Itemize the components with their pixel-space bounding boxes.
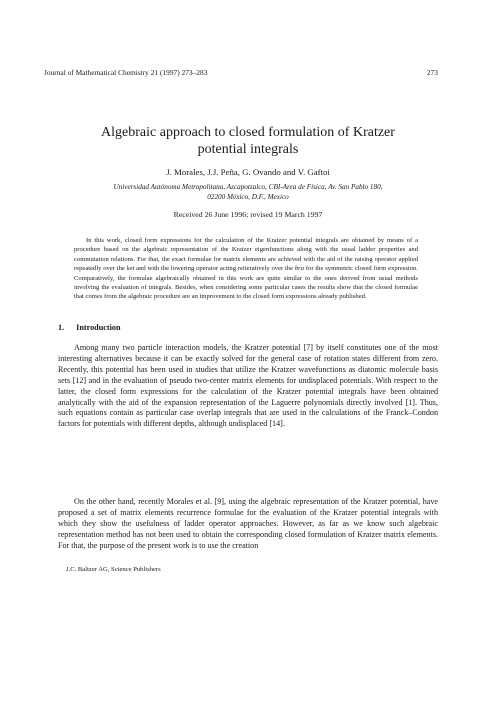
affiliation <box>40 182 456 202</box>
affiliation-line-1: Universidad Autónoma Metropolitana, Azcapotzalco, CBI-Area de Física, Av. San Pablo 180, <box>113 183 383 191</box>
paper-title <box>40 124 456 158</box>
section-number: 1. <box>58 323 65 332</box>
title-line-2: potential integrals <box>197 142 299 157</box>
page-number: 273 <box>426 68 438 77</box>
running-header <box>44 68 438 77</box>
abstract-bra: bra <box>294 265 305 273</box>
received-dates: Received 26 June 1996; revised 19 March 1997 <box>173 210 323 219</box>
abstract <box>74 236 418 302</box>
publisher-footer: J.C. Baltzer AG, Science Publishers <box>66 566 161 573</box>
intro-paragraph-1: Among many two particle interaction models, the Kratzer potential [7] by itself constitutes one of the most interesting alternatives because it can be exactly solved for the general case of rotation states different from zero. Recently, this potential has been used in studies that utilize the Kratzer wavefunctions as diatomic molecule basis sets [12] and in the evaluation of pseudo two-center matrix elements for undisplaced potentials. With respect to the latter, the closed form expressions for the calculation of the Kratzer potential integrals have been obtained analytically with the aid of the expansion representation of the Laguerre polynomials directly involved [1]. Thus, such equations contain as particular case overlap integrals that are used in the calculations of the Franck–Condon factors for potentials with different depths, although undisplaced [14]. <box>58 343 438 429</box>
abstract-text-2: and with the lowering operator acting reiteratively over the <box>134 265 295 273</box>
abstract-text-1: In this work, closed form expressions for the calculation of the Kratzer potential integrals are obtained by means of a procedure based on the algebraic representation of the Kratzer eigenfunctions along with the usual ladder properties and commutation relations. For that, the exact formulae for matrix elements are achieved with the aid of the raising operator applied repeatedly over the <box>74 237 418 273</box>
abstract-ket: ket <box>126 265 135 273</box>
affiliation-line-2: 02200 México, D.F., Mexico <box>207 193 289 201</box>
journal-citation: Journal of Mathematical Chemistry 21 (1997) 273–283 <box>44 68 208 77</box>
section-heading-introduction <box>58 323 121 332</box>
section-title: Introduction <box>76 323 121 332</box>
intro-paragraph-2: On the other hand, recently Morales et al. [9], using the algebraic representation of the Kratzer potential, have proposed a set of matrix elements recurrence formulae for the evaluation of the Kratzer potential integrals with which they show the usefulness of ladder operator approaches. However, as far as we know such algebraic representation method has not been used to obtain the corresponding closed formulation of Kratzer matrix elements. For that, the purpose of the present work is to use the creation <box>58 497 438 550</box>
abstract-text-3: for the symmetric closed form expression. Comparatively, the formulae algebraically obtained in this work are quite similar to the ones derived from usual methods involving the evaluation of integrals. Besides, when considering some particular cases the results show that the closed formulae that comes from the algebraic procedure are an improvement to the closed form expressions already published. <box>74 265 418 301</box>
author-list: J. Morales, J.J. Peña, G. Ovando and V. Gaftoi <box>166 167 330 177</box>
title-line-1: Algebraic approach to closed formulation of Kratzer <box>101 125 395 140</box>
